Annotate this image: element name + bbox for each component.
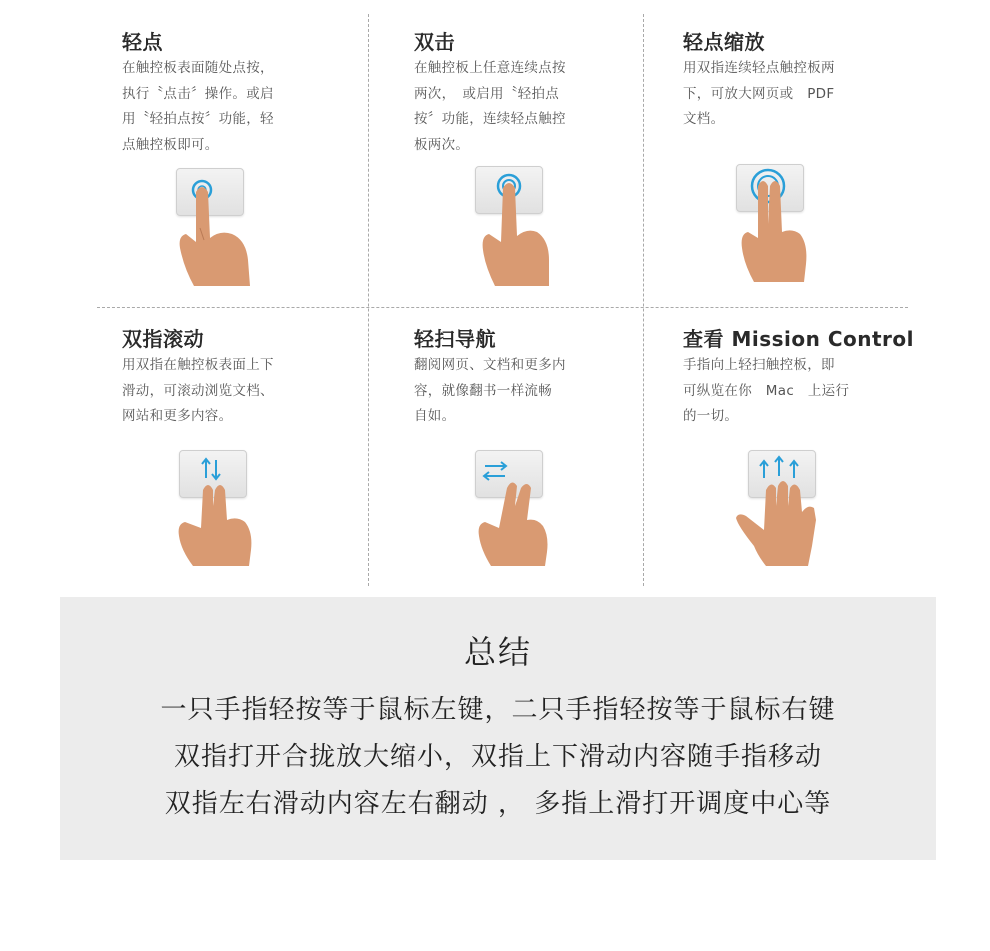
swipe-navigate-icon	[459, 450, 559, 575]
gesture-title: 轻点缩放	[683, 30, 765, 54]
grid-divider-horizontal	[97, 307, 908, 308]
hand-illustration	[720, 164, 820, 289]
hand-illustration	[459, 450, 559, 575]
grid-divider-vertical-1	[368, 14, 369, 586]
gesture-description: 用双指在触控板表面上下 滑动，可滚动浏览文档、 网站和更多内容。	[122, 357, 274, 424]
hand-illustration	[732, 450, 832, 575]
gesture-title: 轻扫导航	[414, 327, 496, 351]
gesture-description: 用双指连续轻点触控板两 下，可放大网页或 PDF 文档。	[683, 60, 835, 127]
summary-line: 一只手指轻按等于鼠标左键，二只手指轻按等于鼠标右键	[160, 695, 836, 725]
gesture-description: 翻阅网页、文档和更多内 容，就像翻书一样流畅 自如。	[414, 357, 566, 424]
gesture-description: 在触控板表面随处点按， 执行〝点击〞操作。或启 用〝轻拍点按〞功能，轻 点触控板即可。	[122, 60, 274, 153]
gesture-title: 双击	[414, 30, 455, 54]
gesture-description: 在触控板上任意连续点按 两次， 或启用〝轻拍点 按〞功能，连续轻点触控 板两次。	[414, 60, 566, 153]
summary-panel	[60, 597, 936, 860]
mission-control-icon	[732, 450, 832, 575]
two-finger-scroll-icon	[163, 450, 263, 575]
summary-title: 总结	[463, 633, 532, 671]
smart-zoom-icon	[720, 164, 820, 289]
grid-divider-vertical-2	[643, 14, 644, 586]
gesture-title: 双指滚动	[122, 327, 204, 351]
summary-line: 双指打开合拢放大缩小，双指上下滑动内容随手指移动	[173, 742, 822, 772]
gesture-title: 轻点	[122, 30, 163, 54]
single-tap-icon	[160, 168, 260, 293]
hand-illustration	[160, 168, 260, 293]
hand-illustration	[459, 166, 559, 291]
hand-illustration	[163, 450, 263, 575]
gesture-title: 查看 Mission Control	[683, 327, 915, 351]
gesture-description: 手指向上轻扫触控板，即 可纵览在你 Mac 上运行 的一切。	[683, 357, 850, 424]
double-tap-icon	[459, 166, 559, 291]
summary-line: 双指左右滑动内容左右翻动 ， 多指上滑打开调度中心等	[164, 789, 832, 819]
